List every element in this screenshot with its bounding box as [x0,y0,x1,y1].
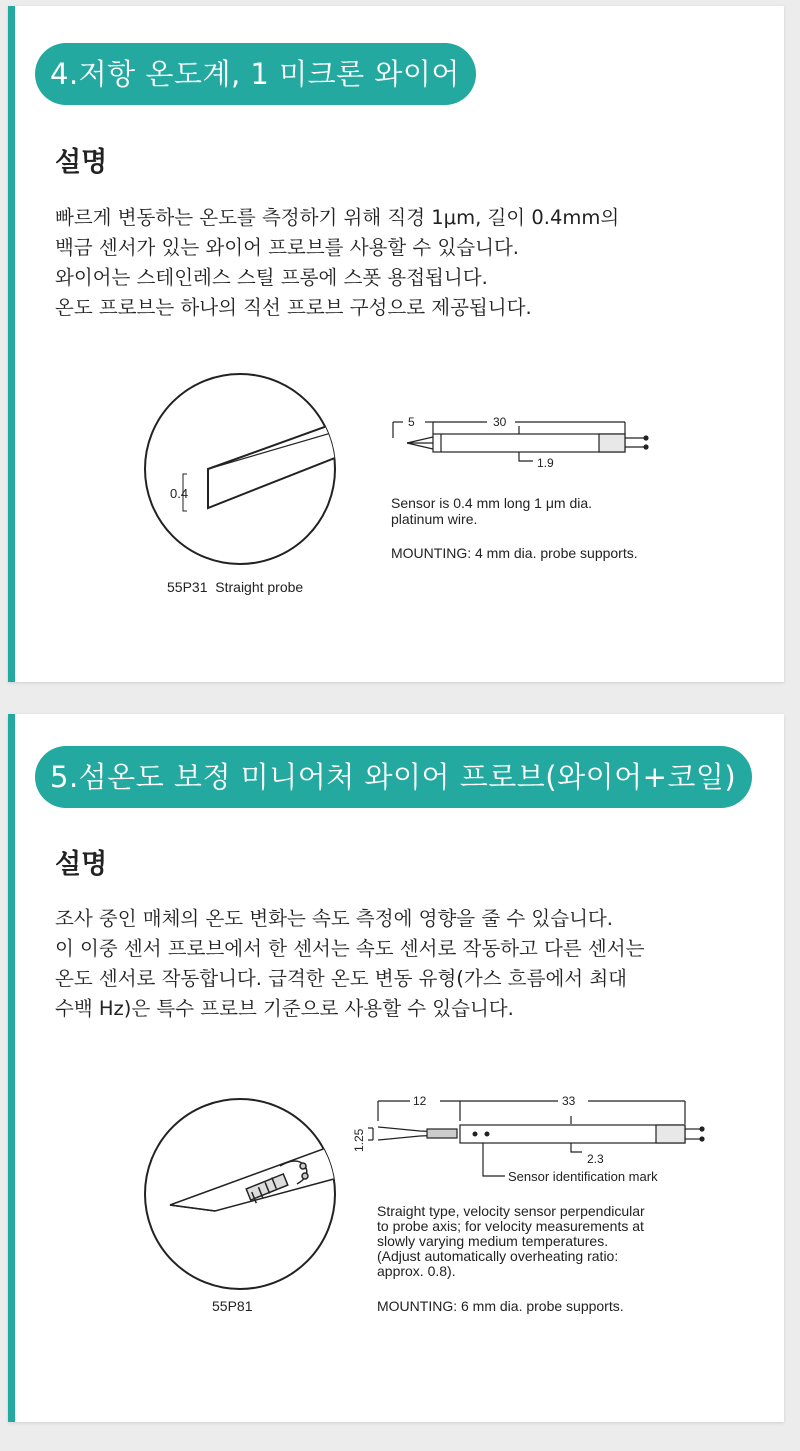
description-line: 조사 중인 매체의 온도 변화는 속도 측정에 영향을 줄 수 있습니다. [55,907,613,930]
description-line: 이 이중 센서 프로브에서 한 센서는 속도 센서로 작동하고 다른 센서는 [55,937,645,960]
sensor-dot [485,1132,490,1137]
section-title-4: 4.저항 온도계, 1 미크론 와이어 [35,43,476,105]
model-label: 55P81 [212,1298,253,1314]
description-line: 온도 프로브는 하나의 직선 프로브 구성으로 제공됩니다. [55,296,532,319]
section-card-4 [8,6,784,682]
model-label: 55P31 Straight probe [167,579,304,595]
caption-line: Sensor is 0.4 mm long 1 μm dia. [391,495,593,511]
dimension-b: 30 [493,415,507,429]
probe-diagram-55p31 [15,6,784,682]
description-line: 백금 센서가 있는 와이어 프로브를 사용할 수 있습니다. [55,236,520,259]
description-heading-5: 설명 [55,849,108,880]
sensor-dot [473,1132,478,1137]
caption-line: approx. 0.8). [377,1263,456,1279]
dimension-c: 2.3 [587,1152,604,1166]
caption-line: slowly varying medium temperatures. [377,1233,609,1249]
mounting-note: MOUNTING: 4 mm dia. probe supports. [391,545,638,561]
description-line: 빠르게 변동하는 온도를 측정하기 위해 직경 1μm, 길이 0.4mm의 [55,206,620,229]
dimension-c: 1.9 [537,456,554,470]
dimension-a: 12 [413,1094,427,1108]
description-line: 온도 센서로 작동합니다. 급격한 온도 변동 유형(가스 흐름에서 최대 [55,967,627,990]
mounting-note: MOUNTING: 6 mm dia. probe supports. [377,1298,624,1314]
section-title-5: 5.섬온도 보정 미니어처 와이어 프로브(와이어+코일) [35,746,752,808]
dimension-a: 5 [408,415,415,429]
description-heading-4: 설명 [55,147,108,178]
sensor-length-label: 0.4 [170,486,189,501]
probe-side-view [393,422,648,461]
caption-line: (Adjust automatically overheating ratio: [377,1248,619,1264]
caption-line: Straight type, velocity sensor perpendicular [377,1203,645,1219]
dimension-b: 33 [562,1094,576,1108]
description-line: 수백 Hz)은 특수 프로브 기준으로 사용할 수 있습니다. [55,997,514,1020]
probe-diagram-55p81 [15,714,784,1422]
section-card-5 [8,714,784,1422]
caption-line: to probe axis; for velocity measurements at [377,1218,644,1234]
dimension-d: 1.25 [352,1128,366,1152]
sensor-mark-label: Sensor identification mark [508,1169,658,1184]
caption-line: platinum wire. [391,511,478,527]
probe-side-view [368,1101,704,1176]
description-line: 와이어는 스테인레스 스틸 프롱에 스폿 용접됩니다. [55,266,488,289]
